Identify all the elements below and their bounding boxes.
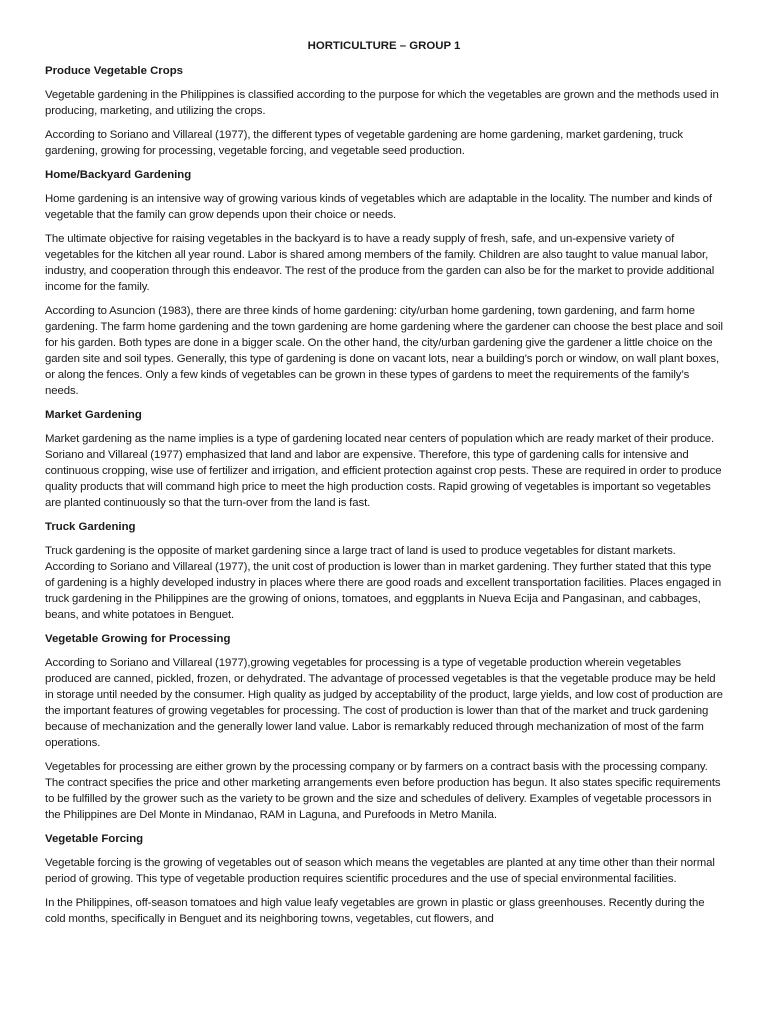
section-heading: Vegetable Forcing [45, 833, 144, 845]
document-title: HORTICULTURE – GROUP 1 [307, 40, 461, 52]
paragraph: According to Asuncion (1983), there are three kinds of home gardening: city/urban home gardening, town gardening, and farm home gardening. The farm home gardening and the town gardening are home gardening where the gardener can choose the best place and soil for his garden. Both types are done in a bigger scale. On the other hand, the city/urban gardening give the gardener a little choice on the garden site and soil types. Generally, this type of gardening is done on vacant lots, near a building’s porch or window, on wall plant boxes, or along the fences. Only a few kinds of vegetables can be grown in these types of gardens to meet the requirements of the family’s needs. [45, 305, 723, 397]
paragraph: Home gardening is an intensive way of growing various kinds of vegetables which are adaptable in the locality. The number and kinds of vegetable that the family can grow depends upon their choice or needs. [45, 193, 712, 221]
paragraph: According to Soriano and Villareal (1977), the different types of vegetable gardening are home gardening, market gardening, truck gardening, growing for processing, vegetable forcing, and vegetable seed production. [45, 129, 684, 157]
section-heading: Market Gardening [45, 409, 142, 421]
paragraph: Vegetable forcing is the growing of vegetables out of season which means the vegetables are planted at any time other than their normal period of growing. This type of vegetable production requires scientific procedures and the use of special environmental facilities. [45, 857, 715, 885]
section-heading: Vegetable Growing for Processing [45, 633, 231, 645]
paragraph: Vegetable gardening in the Philippines is classified according to the purpose for which the vegetables are grown and the methods used in producing, marketing, and utilizing the crops. [45, 89, 719, 117]
section-heading: Produce Vegetable Crops [45, 65, 183, 77]
section-heading: Truck Gardening [45, 521, 136, 533]
paragraph: Market gardening as the name implies is a type of gardening located near centers of population which are ready market of their produce. Soriano and Villareal (1977) emphasized that land and labor are expensive. Therefore, this type of gardening calls for intensive and continuous cropping, wise use of fertilizer and irrigation, and efficient protection against crop pests. These are required in order to produce quality products that will command high price to meet the high production costs. Rapid growing of vegetables is important so vegetables are planted continuously so that the turn-over from the land is fast. [45, 433, 722, 509]
paragraph: According to Soriano and Villareal (1977),growing vegetables for processing is a type of vegetable production wherein vegetables produced are canned, pickled, frozen, or dehydrated. The advantage of processed vegetables is that the vegetable produce may be held in storage until needed by the consumer. High quality as judged by acceptability of the product, large yields, and low cost of production are the important features of growing vegetables for processing. The cost of production is lower than that of the market and truck gardening because of mechanization and the generally lower land value. Labor is remarkably reduced through mechanization of most of the farm operations. [45, 657, 723, 749]
document-page [45, 38, 723, 935]
paragraph: In the Philippines, off-season tomatoes and high value leafy vegetables are grown in plastic or glass greenhouses. Recently during the cold months, specifically in Benguet and its neighboring towns, vegetables, cut flowers, and [45, 897, 705, 925]
paragraph: Truck gardening is the opposite of market gardening since a large tract of land is used to produce vegetables for distant markets. According to Soriano and Villareal (1977), the unit cost of production is lower than in market gardening. They further stated that this type of gardening is a highly developed industry in places where there are good roads and excellent transportation facilities. Places engaged in truck gardening in the Philippines are the growing of onions, tomatoes, and eggplants in Nueva Ecija and Pangasinan, and cabbages, beans, and white potatoes in Benguet. [45, 545, 722, 621]
paragraph: Vegetables for processing are either grown by the processing company or by farmers on a contract basis with the processing company. The contract specifies the price and other marketing arrangements even before production has begun. It also states specific requirements to be fulfilled by the grower such as the variety to be grown and the size and schedules of delivery. Examples of vegetable processors in the Philippines are Del Monte in Mindanao, RAM in Laguna, and Purefoods in Metro Manila. [45, 761, 721, 821]
section-heading: Home/Backyard Gardening [45, 169, 192, 181]
paragraph: The ultimate objective for raising vegetables in the backyard is to have a ready supply of fresh, safe, and un-expensive variety of vegetables for the kitchen all year round. Labor is shared among members of the family. Children are also taught to value manual labor, industry, and cooperation through this endeavor. The rest of the produce from the garden can also be for the market to provide additional income for the family. [45, 233, 715, 293]
